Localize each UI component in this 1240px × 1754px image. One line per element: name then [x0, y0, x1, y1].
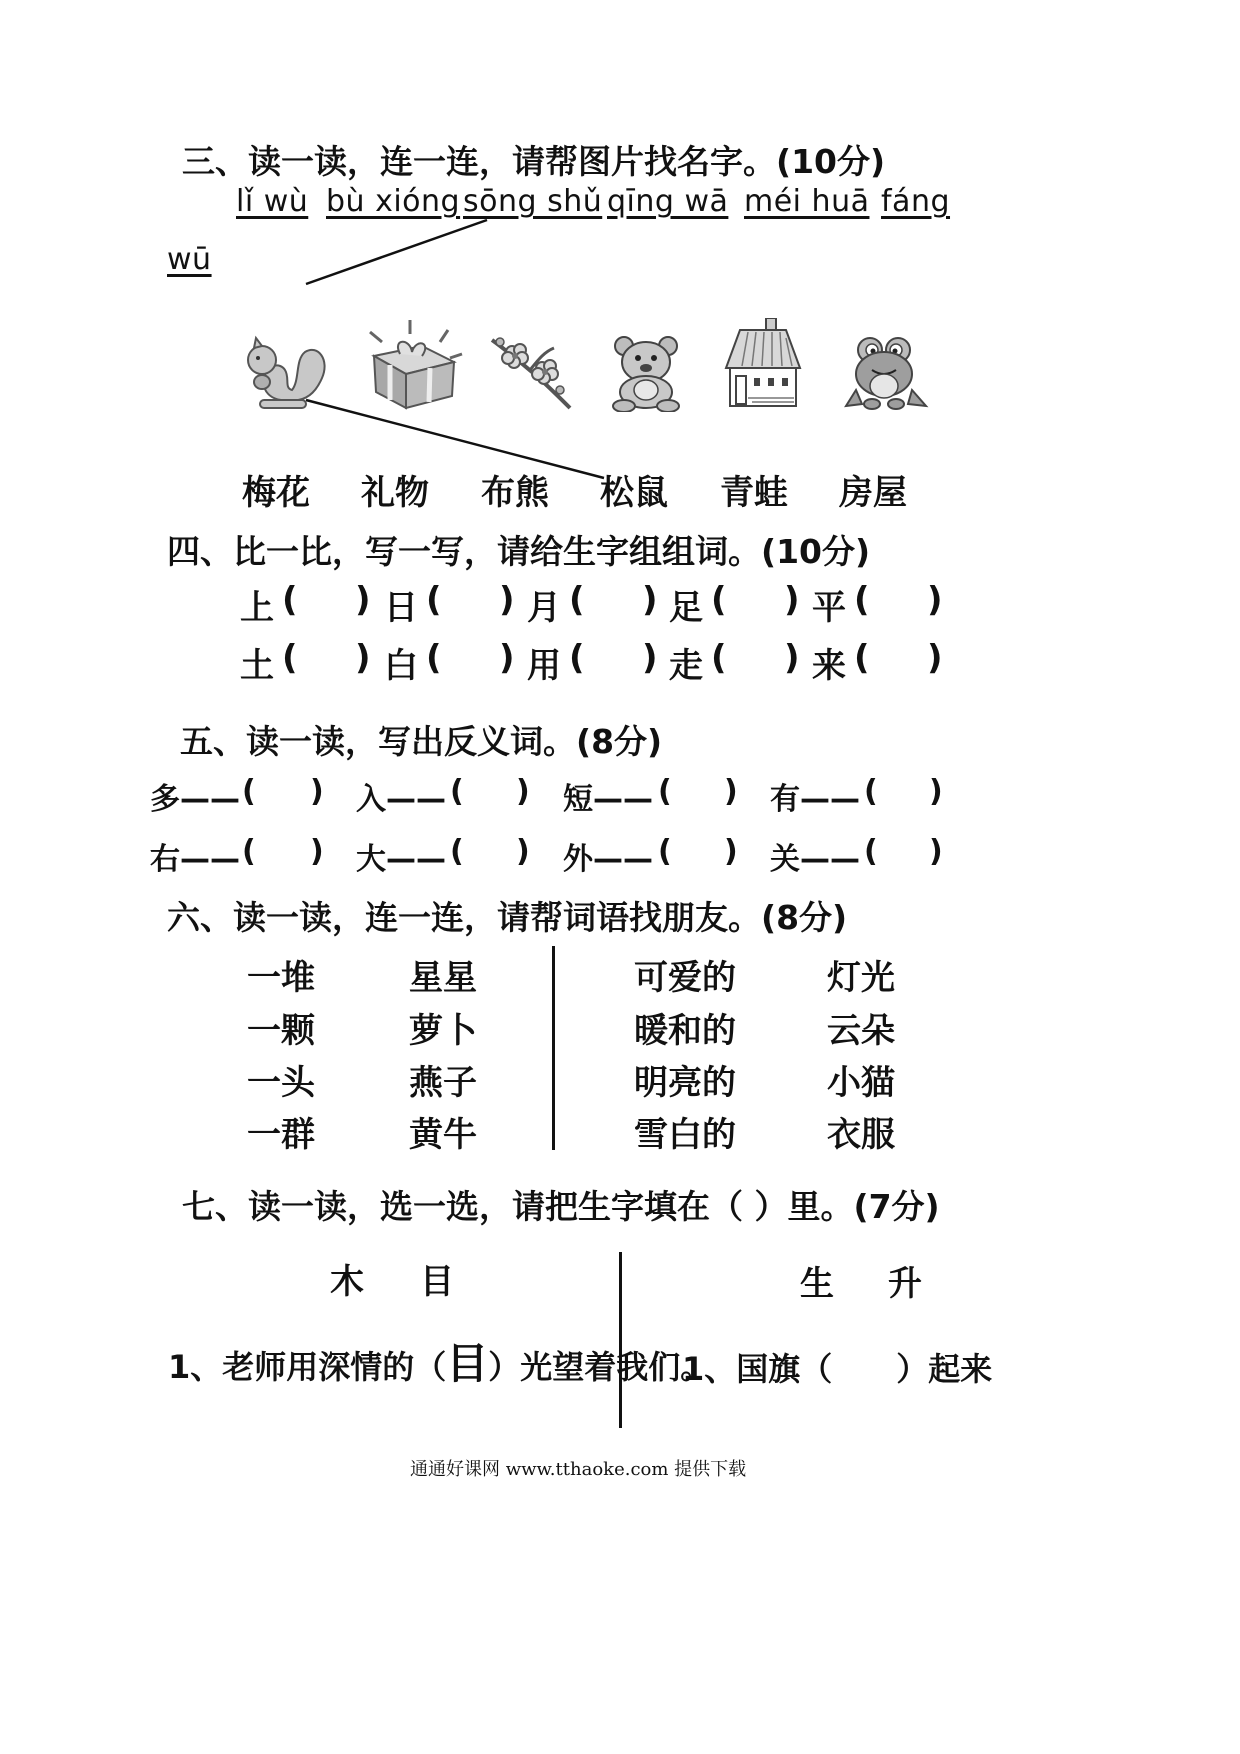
s5-r2-word-2: 大—— [356, 842, 446, 877]
s6-right-b-3: 小猫 [827, 1063, 895, 1103]
s5-r1-word-4: 有—— [770, 782, 860, 817]
s4-r2-open-3: ( [569, 638, 585, 678]
s7-q1-answer: 目 [446, 1339, 489, 1388]
s6-left-a-4: 一群 [247, 1115, 315, 1155]
s5-r2-open-4: ( [864, 834, 878, 869]
s5-r2-close-2: ) [516, 834, 530, 869]
pinyin-buxiong: bù xióng [326, 184, 461, 219]
s4-r2-char-3: 用 [527, 646, 561, 686]
pinyin-liwu: lǐ wù [236, 184, 309, 219]
s4-r2-open-1: ( [282, 638, 298, 678]
s5-r1-close-4: ) [929, 774, 943, 809]
s5-r2-close-3: ) [724, 834, 738, 869]
s4-r2-close-2: ) [499, 638, 515, 678]
s5-r1-close-3: ) [724, 774, 738, 809]
s4-r1-close-3: ) [642, 580, 658, 620]
s4-r1-close-2: ) [499, 580, 515, 620]
s7-choice-sheng-rise: 升 [888, 1264, 922, 1304]
s5-r1-open-4: ( [864, 774, 878, 809]
footer-text: 通通好课网 www.tthaoke.com 提供下载 [410, 1459, 747, 1480]
s6-right-a-4: 雪白的 [634, 1115, 736, 1155]
s6-left-a-3: 一头 [247, 1063, 315, 1103]
s4-r1-open-1: ( [282, 580, 298, 620]
frog-icon [842, 334, 930, 412]
section6-title: 六、读一读，连一连，请帮词语找朋友。(8分) [167, 898, 848, 937]
plum-blossom-icon [486, 326, 574, 412]
s6-left-b-3: 燕子 [409, 1063, 477, 1103]
s5-r1-close-2: ) [516, 774, 530, 809]
section4-title: 四、比一比，写一写，请给生字组组词。(10分) [167, 532, 871, 571]
s7-choice-mu-eye: 目 [420, 1262, 454, 1302]
s5-r2-word-3: 外—— [563, 842, 653, 877]
teddy-bear-icon [610, 334, 682, 412]
word-songshu: 松鼠 [600, 473, 668, 513]
s6-right-b-1: 灯光 [827, 958, 895, 998]
s5-r2-close-1: ) [310, 834, 324, 869]
s4-r1-open-4: ( [711, 580, 727, 620]
s5-r2-word-4: 关—— [770, 842, 860, 877]
s4-r2-close-3: ) [642, 638, 658, 678]
pinyin-qingwa: qīng wā [607, 184, 729, 219]
s4-r2-close-4: ) [784, 638, 800, 678]
section3-title: 三、读一读，连一连，请帮图片找名字。(10分) [182, 142, 886, 181]
squirrel-icon [240, 330, 330, 412]
house-icon [722, 318, 802, 410]
s7-question-1-left [168, 1339, 713, 1388]
s6-right-a-3: 明亮的 [634, 1063, 736, 1103]
pinyin-wu: wū [167, 242, 212, 277]
s7-divider [619, 1252, 622, 1428]
s4-r2-char-5: 来 [812, 646, 846, 686]
s4-r2-char-2: 白 [384, 646, 418, 686]
word-qingwa: 青蛙 [720, 473, 788, 513]
s4-r1-char-3: 月 [527, 588, 561, 628]
s5-r1-word-2: 入—— [356, 782, 446, 817]
pinyin-fang: fáng [881, 184, 951, 219]
word-fangwu: 房屋 [839, 473, 907, 513]
pinyin-songshu: sōng shǔ [463, 184, 603, 219]
s7-choice-sheng: 生 [800, 1264, 834, 1304]
section7-title: 七、读一读，选一选，请把生字填在（ ）里。(7分) [182, 1187, 940, 1226]
s5-r2-open-1: ( [242, 834, 256, 869]
s4-r2-char-1: 土 [240, 646, 274, 686]
section5-title: 五、读一读，写出反义词。(8分) [180, 722, 663, 761]
s4-r1-char-1: 上 [240, 588, 274, 628]
s4-r1-open-3: ( [569, 580, 585, 620]
word-meihua: 梅花 [242, 473, 310, 513]
s4-r2-close-5: ) [927, 638, 943, 678]
s6-divider [552, 946, 555, 1150]
s4-r2-open-5: ( [854, 638, 870, 678]
s5-r1-word-1: 多—— [150, 782, 240, 817]
s7-q1-after: ）光望着我们。 [488, 1348, 713, 1386]
s6-right-b-4: 衣服 [827, 1115, 895, 1155]
pinyin-meihua: méi huā [744, 184, 870, 219]
s4-r1-close-4: ) [784, 580, 800, 620]
answer-line-pinyin [306, 220, 487, 284]
word-buxiong: 布熊 [481, 473, 549, 513]
s4-r2-open-2: ( [426, 638, 442, 678]
s4-r1-char-2: 日 [384, 588, 418, 628]
s5-r1-close-1: ) [310, 774, 324, 809]
s4-r1-open-2: ( [426, 580, 442, 620]
s5-r2-word-1: 右—— [150, 842, 240, 877]
s5-r1-word-3: 短—— [563, 782, 653, 817]
s6-right-a-2: 暖和的 [634, 1011, 736, 1051]
s4-r2-close-1: ) [355, 638, 371, 678]
s6-right-b-2: 云朵 [827, 1011, 895, 1051]
s7-question-1-right: 1、国旗（ ）起来 [682, 1350, 993, 1388]
s6-left-a-1: 一堆 [247, 958, 315, 998]
s6-left-a-2: 一颗 [247, 1011, 315, 1051]
s6-left-b-2: 萝卜 [409, 1011, 477, 1051]
s6-left-b-1: 星星 [409, 958, 477, 998]
s5-r1-open-2: ( [450, 774, 464, 809]
s4-r1-char-4: 足 [669, 588, 703, 628]
s4-r1-open-5: ( [854, 580, 870, 620]
s6-right-a-1: 可爱的 [634, 958, 736, 998]
s5-r2-close-4: ) [929, 834, 943, 869]
s7-choice-mu: 木 [330, 1262, 364, 1302]
s4-r1-close-1: ) [355, 580, 371, 620]
s6-left-b-4: 黄牛 [409, 1115, 477, 1155]
s5-r2-open-2: ( [450, 834, 464, 869]
s7-q1-before: 1、老师用深情的（ [168, 1348, 447, 1386]
word-liwu: 礼物 [361, 473, 429, 513]
s5-r1-open-3: ( [658, 774, 672, 809]
s4-r2-char-4: 走 [669, 646, 703, 686]
s5-r2-open-3: ( [658, 834, 672, 869]
s4-r2-open-4: ( [711, 638, 727, 678]
s4-r1-close-5: ) [927, 580, 943, 620]
s4-r1-char-5: 平 [812, 588, 846, 628]
gift-icon [362, 318, 472, 410]
s5-r1-open-1: ( [242, 774, 256, 809]
